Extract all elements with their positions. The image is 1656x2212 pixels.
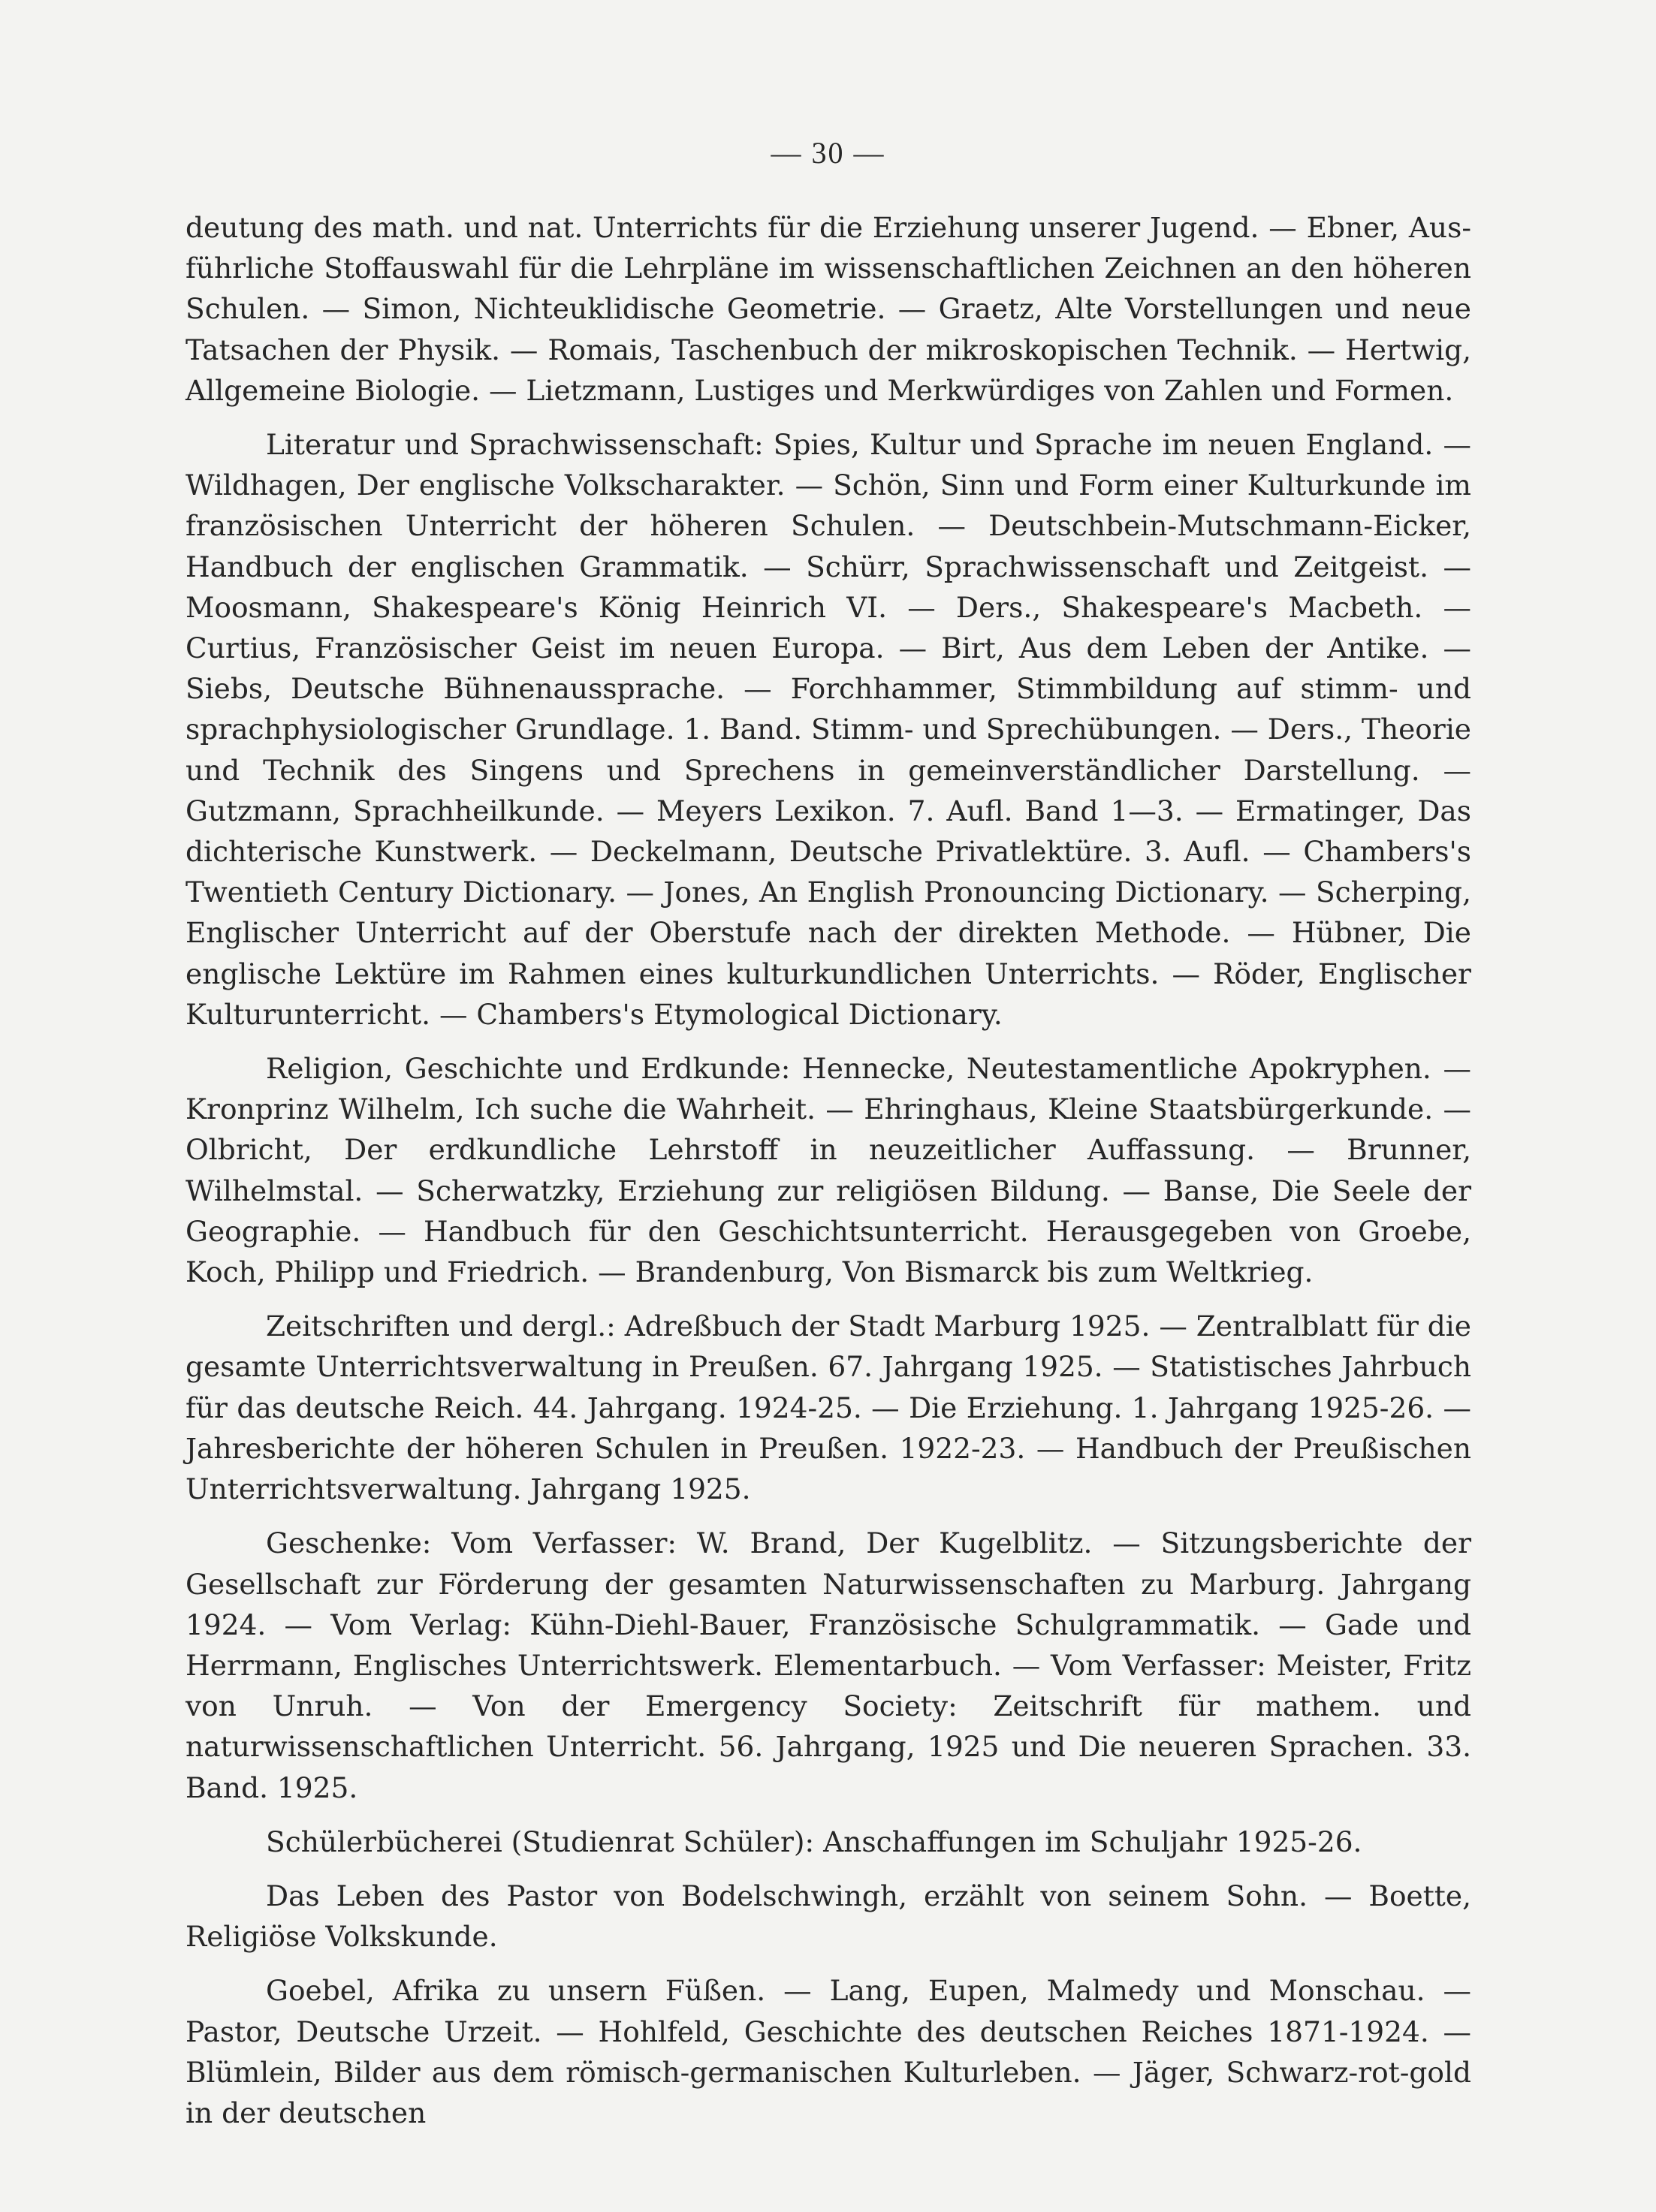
page-body bbox=[186, 207, 1471, 2147]
paragraph-periodicals: Zeitschriften und dergl.: Adreßbuch der Stadt Marburg 1925. — Zentralblatt für die gesamte Unterrichtsverwaltung in Preußen. 67. Jahrgang 1925. — Statistisches Jahrbuch für das deutsche Reich. 44. Jahrgang. 1924-25. — Die Erziehung. 1. Jahrgang 1925-26. — Jahresberichte der höheren Schulen in Preußen. 1922-23. — Handbuch der Preußischen Unterrichtsverwaltung. Jahrgang 1925. bbox=[186, 1309, 1471, 1506]
paragraph-library-list-1: Das Leben des Pastor von Bodelschwingh, erzählt von seinem Sohn. — Boette, Religiöse Volkskunde. bbox=[186, 1879, 1471, 1954]
paragraph-literature-linguistics: Literatur und Sprachwissenschaft: Spies, Kultur und Sprache im neuen England. — Wildhagen, Der englische Volkscharakter. — Schön, Sinn und Form einer Kulturkunde im französischen Unterricht der höheren Schulen. — Deutschbein-Mutschmann-Eicker, Handbuch der englischen Grammatik. — Schürr, Sprachwissenschaft und Zeitgeist. — Moosmann, Shakespeare's König Heinrich VI. — Ders., Shakespeare's Macbeth. — Curtius, Französischer Geist im neuen Europa. — Birt, Aus dem Leben der Antike. — Siebs, Deutsche Bühnenaussprache. — Forchhammer, Stimmbildung auf stimm- und sprachphysiologischer Grundlage. 1. Band. Stimm- und Sprechübungen. — Ders., Theorie und Technik des Singens und Sprechens in gemeinverständlicher Darstellung. — Gutzmann, Sprachheilkunde. — Meyers Lexikon. 7. Aufl. Band 1—3. — Ermatinger, Das dichterische Kunstwerk. — Deckelmann, Deutsche Privatlektüre. 3. Aufl. — Chambers's Twentieth Century Dictionary. — Jones, An English Pronouncing Dictionary. — Scherping, Englischer Unterricht auf der Oberstufe nach der direkten Methode. — Hübner, Die englische Lektüre im Rahmen eines kulturkundlichen Unterrichts. — Röder, Englischer Kulturunterricht. — Chambers's Etymological Dictionary. bbox=[186, 428, 1471, 1031]
page-number: — 30 — bbox=[771, 136, 885, 170]
paragraph-library-list-2: Goebel, Afrika zu unsern Füßen. — Lang, Eupen, Malmedy und Monschau. — Pastor, Deutsche Urzeit. — Hohlfeld, Geschichte des deutschen Reiches 1871-1924. — Blümlein, Bilder aus dem römisch-germanischen Kulturleben. — Jäger, Schwarz-rot-gold in der deutschen bbox=[186, 1974, 1471, 2129]
paragraph-mathematics-continuation: deutung des math. und nat. Unterrichts für die Erziehung unserer Jugend. — Ebner, Ausführliche Stoffauswahl für die Lehrpläne im wissenschaftlichen Zeichnen an den höheren Schulen. — Simon, Nichteuklidische Geometrie. — Graetz, Alte Vorstellungen und neue Tatsachen der Physik. — Romais, Taschenbuch der mikroskopischen Technik. — Hertwig, Allgemeine Biologie. — Lietzmann, Lustiges und Merkwürdiges von Zahlen und Formen. bbox=[186, 211, 1471, 407]
paragraph-religion-history-geography: Religion, Geschichte und Erdkunde: Hennecke, Neutestamentliche Apokryphen. — Kronprinz Wilhelm, Ich suche die Wahrheit. — Ehringhaus, Kleine Staatsbürgerkunde. — Olbricht, Der erdkundliche Lehrstoff in neuzeitlicher Auffassung. — Brunner, Wilhelmstal. — Scherwatzky, Erziehung zur religiösen Bildung. — Banse, Die Seele der Geographie. — Handbuch für den Geschichtsunterricht. Herausgegeben von Groebe, Koch, Philipp und Friedrich. — Brandenburg, Von Bismarck bis zum Weltkrieg. bbox=[186, 1052, 1471, 1289]
paragraph-student-library: Schülerbücherei (Studienrat Schüler): Anschaffungen im Schuljahr 1925-26. bbox=[266, 1825, 1362, 1858]
paragraph-gifts: Geschenke: Vom Verfasser: W. Brand, Der Kugelblitz. — Sitzungsberichte der Gesellschaft zur Förderung der gesamten Naturwissenschaften zu Marburg. Jahrgang 1924. — Vom Verlag: Kühn-Diehl-Bauer, Französische Schulgrammatik. — Gade und Herrmann, Englisches Unterrichtswerk. Elementarbuch. — Vom Verfasser: Meister, Fritz von Unruh. — Von der Emergency Society: Zeitschrift für mathem. und naturwissenschaftlichen Unterricht. 56. Jahrgang, 1925 und Die neueren Sprachen. 33. Band. 1925. bbox=[186, 1526, 1471, 1804]
